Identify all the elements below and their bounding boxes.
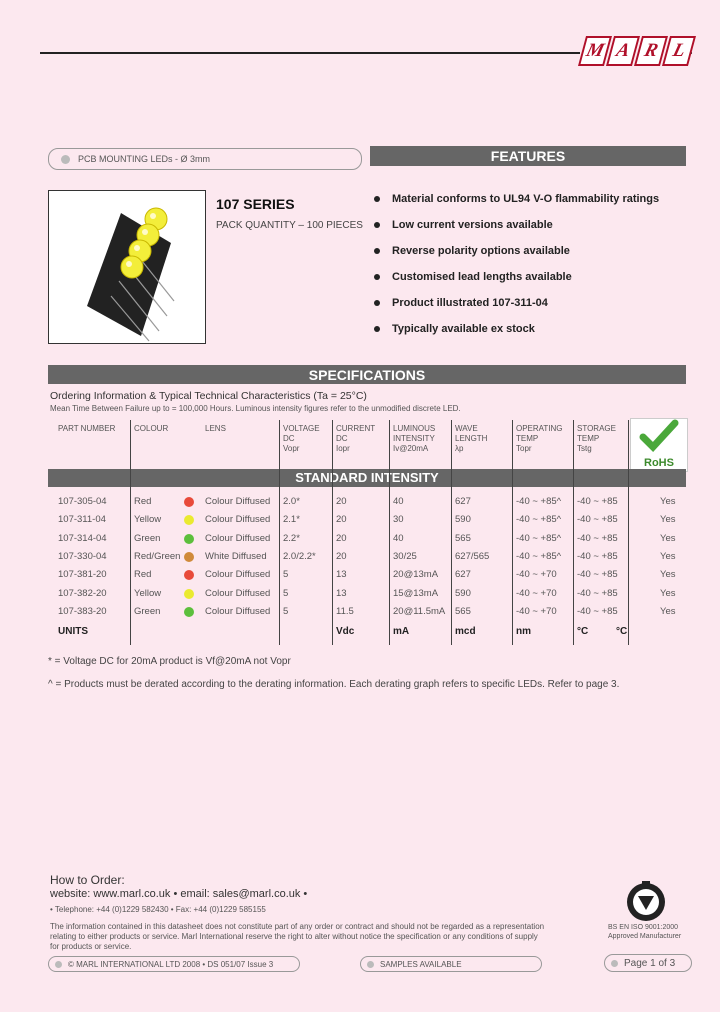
bullet-icon [55,961,62,968]
bullet-icon [374,248,380,254]
cell-voltage: 2.0* [283,496,300,507]
cell-rohs: Yes [660,550,676,562]
disclaimer-line: for products or service. [50,942,132,951]
cell-colour: Red [134,569,152,581]
cell-part-number: 107-330-04 [58,550,107,562]
cell-wavelength: 565 [455,532,471,544]
bullet-icon [367,961,374,968]
units-storage-temp: °C [616,626,628,637]
led-colour-icon [184,570,194,580]
bullet-icon [374,326,380,332]
units-wavelength: nm [516,626,531,637]
header-current: CURRENT DC Iopr [336,424,376,453]
cell-storage-temp: -40 ~ +85 [577,514,618,526]
cell-voltage: 5 [283,569,289,581]
cell-rohs: Yes [660,496,676,507]
standard-intensity-banner: STANDARD INTENSITY [48,469,686,487]
cell-part-number: 107-381-20 [58,569,107,581]
derating-note: ^ = Products must be derated according to the derating information. Each derating graph refers to specific LEDs. Refer to page 3. [48,679,620,690]
cell-luminous: 30/25 [393,550,417,562]
cell-luminous: 20@13mA [393,569,439,581]
column-divider [332,420,333,645]
cell-lens: Colour Diffused [205,532,271,544]
cell-current: 13 [336,587,347,599]
cell-colour: Green [134,532,161,544]
bsi-kitemark-icon [624,880,668,922]
led-colour-icon [184,607,194,617]
cell-storage-temp: -40 ~ +85 [577,496,618,507]
logo-letter: R [634,36,668,66]
header-part-number: PART NUMBER [58,424,116,433]
cell-colour: Yellow [134,587,162,599]
cell-lens: Colour Diffused [205,569,271,581]
bullet-icon [61,155,70,164]
bullet-icon [374,274,380,280]
cell-lens: Colour Diffused [205,587,271,599]
cell-wavelength: 627 [455,496,471,507]
cell-rohs: Yes [660,587,676,599]
cell-storage-temp: -40 ~ +85 [577,605,618,617]
cell-current: 20 [336,550,347,562]
cell-operating-temp: -40 ~ +70 [516,605,557,617]
iso-standard-text: BS EN ISO 9001:2000 [608,924,679,931]
led-colour-icon [184,497,194,507]
feature-item: Product illustrated 107-311-04 [374,297,548,309]
cell-rohs: Yes [660,605,676,617]
units-operating-temp: °C [577,626,589,637]
feature-item: Material conforms to UL94 V-O flammability ratings [374,193,659,205]
product-photo [48,190,206,344]
samples-pill [360,956,542,972]
cell-storage-temp: -40 ~ +85 [577,532,618,544]
samples-text: SAMPLES AVAILABLE [380,959,462,969]
cell-lens: Colour Diffused [205,605,271,617]
cell-operating-temp: -40 ~ +85^ [516,550,562,562]
cell-storage-temp: -40 ~ +85 [577,587,618,599]
cell-lens: Colour Diffused [205,496,271,507]
led-array-illustration [49,191,205,343]
cell-storage-temp: -40 ~ +85 [577,550,618,562]
bullet-icon [374,196,380,202]
header-storage-temp: STORAGE TEMP Tstg [577,424,616,453]
cell-lens: Colour Diffused [205,514,271,526]
logo-letter: L [662,36,696,66]
logo-letter: M [578,36,612,66]
led-colour-icon [184,552,194,562]
bullet-icon [374,222,380,228]
column-divider [628,420,629,645]
check-icon [631,419,687,453]
cell-part-number: 107-314-04 [58,532,107,544]
rohs-logo [630,418,688,472]
cell-operating-temp: -40 ~ +85^ [516,514,562,526]
mtbf-note: Mean Time Between Failure up to = 100,000 Hours. Luminous intensity figures refer to the unmodified discrete LED. [50,404,461,413]
header-lens: LENS [205,424,226,433]
rohs-label: RoHS [644,457,674,469]
contact-phone: • Telephone: +44 (0)1229 582430 • Fax: +44 (0)1229 585155 [50,905,266,914]
units-label: UNITS [58,626,88,637]
cell-wavelength: 590 [455,587,471,599]
feature-item: Low current versions available [374,219,553,231]
cell-colour: Red/Green [134,550,181,562]
cell-part-number: 107-383-20 [58,605,107,617]
series-title: 107 SERIES [216,196,295,212]
header-luminous: LUMINOUS INTENSITY Iv@20mA [393,424,436,453]
disclaimer-line: The information contained in this datasheet does not constitute part of any order or contract and should not be regarded as a representation [50,922,545,931]
cell-colour: Yellow [134,514,162,526]
cell-operating-temp: -40 ~ +85^ [516,532,562,544]
product-type-text: PCB MOUNTING LEDs - Ø 3mm [78,154,211,164]
column-divider [389,420,390,645]
header-voltage: VOLTAGE DC Vopr [283,424,320,453]
cell-luminous: 15@13mA [393,587,439,599]
bullet-icon [611,960,618,967]
units-voltage: Vdc [336,626,355,637]
product-type-pill [48,148,362,170]
column-divider [512,420,513,645]
cell-voltage: 5 [283,587,289,599]
feature-item: Reverse polarity options available [374,245,570,257]
copyright-pill [48,956,300,972]
contact-web-email[interactable]: website: www.marl.co.uk • email: sales@marl.co.uk • [50,888,308,900]
led-colour-icon [184,515,194,525]
cell-luminous: 40 [393,496,404,507]
cell-colour: Red [134,496,152,507]
cell-part-number: 107-382-20 [58,587,107,599]
cell-colour: Green [134,605,161,617]
marl-logo [582,36,692,66]
cell-rohs: Yes [660,569,676,581]
cell-wavelength: 565 [455,605,471,617]
cell-current: 20 [336,532,347,544]
how-to-order: How to Order: [50,873,125,887]
page-number-pill [604,954,692,972]
column-divider [451,420,452,645]
cell-voltage: 2.0/2.2* [283,550,316,562]
cell-voltage: 2.2* [283,532,300,544]
cell-operating-temp: -40 ~ +70 [516,587,557,599]
led-colour-icon [184,534,194,544]
approved-manufacturer-text: Approved Manufacturer [608,933,682,940]
cell-voltage: 5 [283,605,289,617]
cell-current: 20 [336,496,347,507]
cell-rohs: Yes [660,514,676,526]
cell-current: 11.5 [336,605,354,617]
column-divider [279,420,280,645]
bullet-icon [374,300,380,306]
cell-wavelength: 627 [455,569,471,581]
cell-rohs: Yes [660,532,676,544]
cell-operating-temp: -40 ~ +70 [516,569,557,581]
column-divider [573,420,574,645]
page-number: Page 1 of 3 [624,957,676,969]
ordering-info: Ordering Information & Typical Technical Characteristics (Ta = 25°C) [50,390,367,402]
cell-luminous: 20@11.5mA [393,605,446,617]
pack-quantity: PACK QUANTITY – 100 PIECES [216,220,363,231]
iso-certification-mark [624,880,668,927]
header-operating-temp: OPERATING TEMP Topr [516,424,563,453]
cell-luminous: 40 [393,532,404,544]
cell-part-number: 107-305-04 [58,496,107,507]
disclaimer-line: relating to either products or service. Marl International reserve the right to alter without notice the specification or any conditions of supply [50,932,538,941]
feature-item: Customised lead lengths available [374,271,572,283]
cell-current: 20 [336,514,347,526]
led-colour-icon [184,589,194,599]
cell-wavelength: 627/565 [455,550,490,562]
cell-part-number: 107-311-04 [58,514,106,526]
copyright-text: © MARL INTERNATIONAL LTD 2008 • DS 051/07 Issue 3 [68,959,274,969]
header-rule [40,52,580,54]
cell-storage-temp: -40 ~ +85 [577,569,618,581]
specifications-banner: SPECIFICATIONS [48,365,686,384]
header-colour: COLOUR [134,424,169,433]
cell-voltage: 2.1* [283,514,300,526]
units-luminous: mcd [455,626,476,637]
column-divider [130,420,131,645]
logo-letter: A [606,36,640,66]
cell-current: 13 [336,569,347,581]
header-wavelength: WAVE LENGTH λp [455,424,488,453]
cell-luminous: 30 [393,514,404,526]
voltage-note: * = Voltage DC for 20mA product is Vf@20mA not Vopr [48,656,291,667]
cell-wavelength: 590 [455,514,471,526]
units-current: mA [393,626,410,637]
feature-item: Typically available ex stock [374,323,535,335]
cell-operating-temp: -40 ~ +85^ [516,496,562,507]
features-banner: FEATURES [370,146,686,166]
cell-lens: White Diffused [205,550,267,562]
